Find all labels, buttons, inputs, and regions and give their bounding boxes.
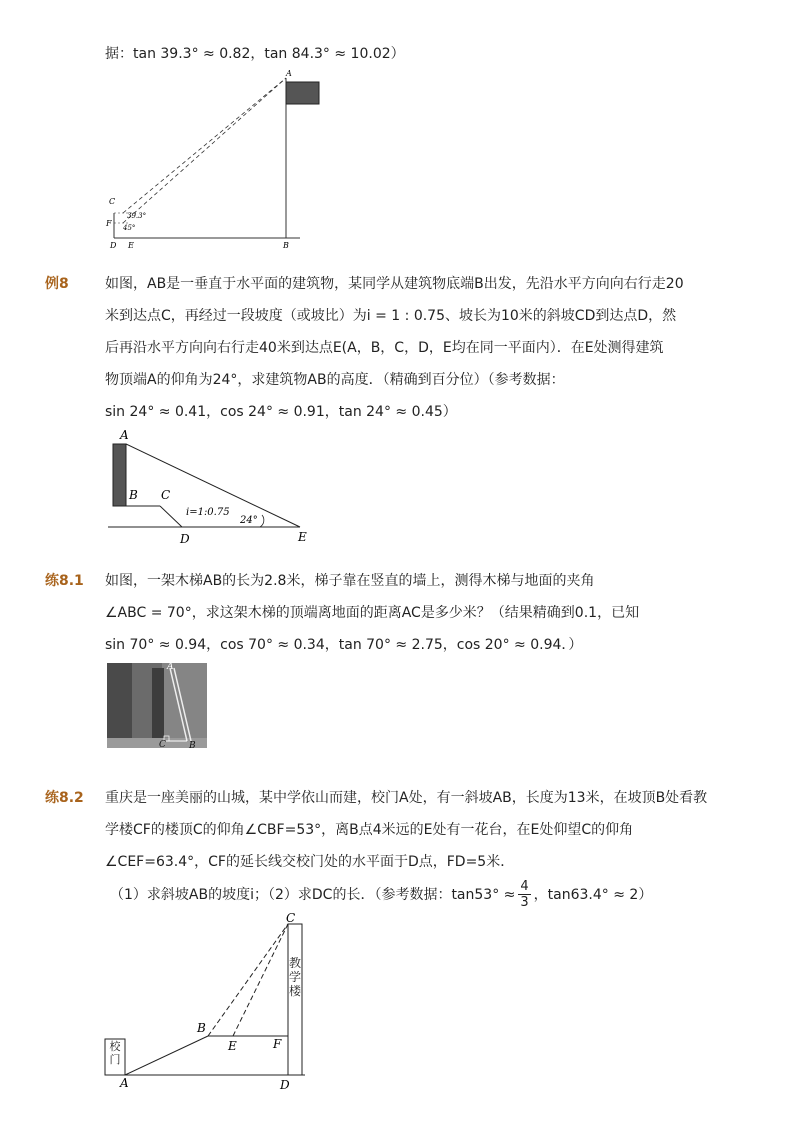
building-rect (288, 924, 302, 1075)
fig1-angle-45: 45° (123, 224, 136, 232)
question-pre-text: （1）求斜坡AB的坡度i；（2）求DC的长．（参考数据：tan53° ≈ (110, 887, 516, 903)
flag-rect (286, 82, 319, 104)
figure-flagpole (100, 68, 320, 258)
example-8-line-5: sin 24° ≈ 0.41，cos 24° ≈ 0.91，tan 24° ≈ 0.45） (105, 404, 457, 420)
fig8-angle-label: 24° (240, 515, 258, 526)
fig1-label-f: F (106, 219, 112, 228)
gate-label: 校门 (109, 1040, 121, 1066)
fig8-label-c: C (161, 488, 171, 502)
building-rect (113, 444, 126, 506)
practice-8-1-line-3: sin 70° ≈ 0.94，cos 70° ≈ 0.34，tan 70° ≈ 2.75，cos 20° ≈ 0.94．） (105, 637, 583, 653)
practice-8-2-tag: 练8.2 (45, 790, 84, 806)
practice-8-1-tag: 练8.1 (45, 573, 84, 589)
figure-school-building (100, 912, 320, 1092)
fig8-label-b: B (129, 488, 138, 502)
fig8-label-e: E (298, 530, 307, 544)
fig8-slope-label: i=1:0.75 (186, 507, 230, 518)
ladder-photo (107, 663, 207, 748)
photo-label-b: B (189, 741, 196, 748)
fig82-label-c: C (286, 912, 296, 925)
practice-8-2-line-3: ∠CEF=63.4°，CF的延长线交校门处的水平面于D点，FD=5米． (105, 854, 515, 870)
practice-8-2-question (110, 877, 652, 911)
practice-8-2-line-2: 学楼CF的楼顶C的仰角∠CBF=53°，离B点4米远的E处有一花台，在E处仰望C的仰角 (105, 822, 634, 838)
fig1-label-d: D (110, 241, 117, 250)
question-post-text: ，tan63.4° ≈ 2） (533, 887, 653, 903)
fig1-label-b: B (283, 241, 289, 250)
fig82-label-e: E (228, 1039, 237, 1053)
photo-label-c: C (159, 740, 166, 748)
fig8-label-d: D (180, 532, 190, 546)
fraction-denominator: 3 (520, 894, 529, 910)
building-label: 教学楼 (289, 956, 302, 998)
practice-8-2-line-1: 重庆是一座美丽的山城，某中学依山而建，校门A处，有一斜坡AB，长度为13米，在坡顶B处看教 (105, 790, 708, 806)
practice-8-1-line-2: ∠ABC = 70°，求这架木梯的顶端离地面的距离AC是多少米？（结果精确到0.1，已知 (105, 605, 640, 621)
example-8-line-2: 米到达点C，再经过一段坡度（或坡比）为i = 1 : 0.75、坡长为10米的斜坡CD到达点D，然 (105, 308, 677, 324)
fig8-label-a: A (120, 428, 129, 442)
example-8-tag: 例8 (45, 276, 69, 292)
intro-reference-line: 据：tan 39.3° ≈ 0.82，tan 84.3° ≈ 10.02） (105, 46, 405, 62)
photo-label-a: A (167, 663, 174, 672)
fig1-label-e: E (128, 241, 134, 250)
example-8-line-4: 物顶端A的仰角为24°，求建筑物AB的高度．（精确到百分位）（参考数据： (105, 372, 565, 388)
fraction-numerator: 4 (520, 878, 529, 894)
fig82-label-a: A (120, 1076, 129, 1090)
example-8-line-1: 如图，AB是一垂直于水平面的建筑物，某同学从建筑物底端B出发，先沿水平方向向右行走20 (105, 276, 684, 292)
fig1-label-c: C (109, 197, 116, 206)
fraction (518, 879, 530, 910)
fig1-label-a: A (286, 69, 292, 78)
fig82-label-b: B (197, 1021, 206, 1035)
fig82-label-d: D (280, 1078, 290, 1092)
example-8-line-3: 后再沿水平方向向右行走40米到达点E(A，B，C，D，E均在同一平面内）．在E处测得建筑 (105, 340, 664, 356)
practice-8-1-line-1: 如图，一架木梯AB的长为2.8米，梯子靠在竖直的墙上，测得木梯与地面的夹角 (105, 573, 595, 589)
fig82-label-f: F (273, 1037, 282, 1051)
figure-building-slope (100, 425, 320, 550)
fig1-angle-39: 39.3° (127, 212, 147, 220)
